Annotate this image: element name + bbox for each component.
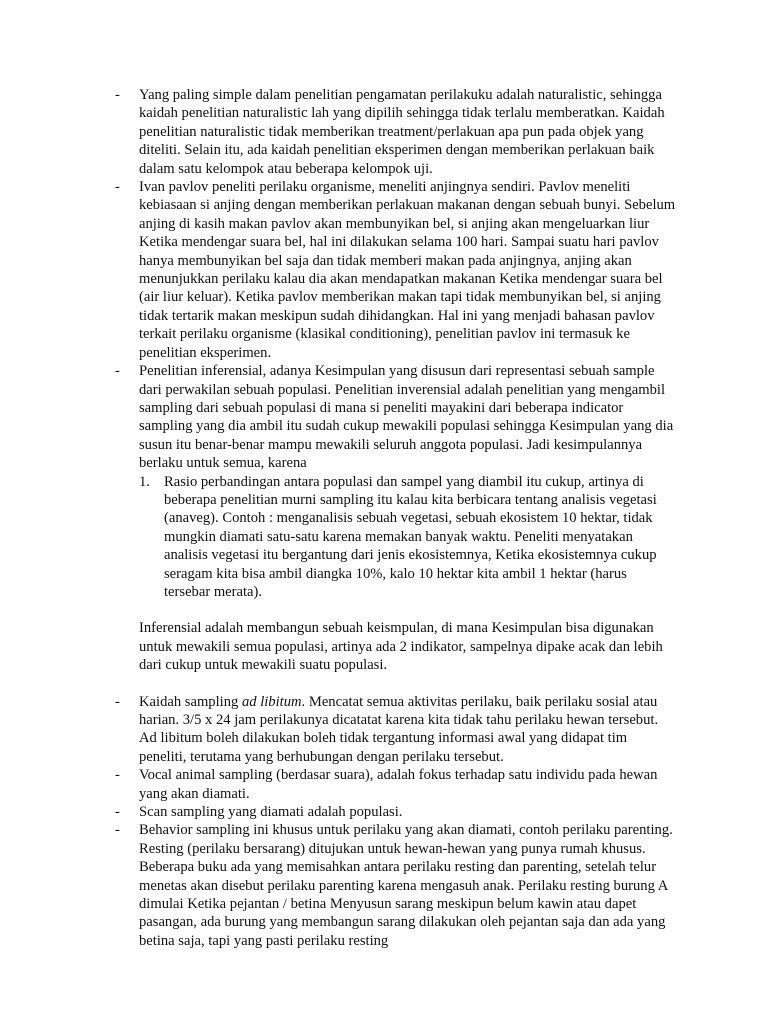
adlib-italic-term: ad libitum <box>241 693 302 710</box>
bullet-naturalistic <box>115 86 676 178</box>
bullet-text: Scan sampling yang diamati adalah populasi. <box>139 804 403 821</box>
bullet-text: Behavior sampling ini khusus untuk perilaku yang akan diamati, contoh perilaku parenting. Resting (perilaku bersarang) ditujukan untuk hewan-hewan yang punya rumah khusus. Beberapa buku ada yang memisahkan antara perilaku resting dan parenting, setelah telur menetas akan disebut perilaku parenting karena mengasuh anak. Perilaku resting burung A dimulai Ketika pejantan / betina Menyusun sarang meskipun belum kawin atau dapet pasangan, ada burung yang membangun sarang dilakukan oleh pejantan saja dan ada yang betina saja, tapi yang pasti perilaku resting <box>139 822 673 949</box>
inferensial-paragraph: Inferensial adalah membangun sebuah keismpulan, di mana Kesimpulan bisa digunakan untuk mewakili semua populasi, artinya ada 2 indikator, sampelnya dipake acak dan lebih dari cukup untuk mewakili suatu populasi. <box>139 620 663 674</box>
bullet-scan-sampling <box>115 803 676 821</box>
adlib-suffix: . Mencatat semua aktivitas perilaku, baik perilaku sosial atau harian. 3/5 x 24 jam perilakunya dicatatat karena kita tidak tahu perilaku hewan tersebut. Ad libitum boleh dilakukan boleh tidak tergantung informasi awal yang didapat tim peneliti, terutama yang berhubungan dengan perilaku tersebut. <box>139 693 659 765</box>
numbered-item-1 <box>139 473 676 602</box>
spacer <box>115 601 676 619</box>
bullet-text <box>139 693 676 767</box>
bullet-vocal-sampling <box>115 766 676 803</box>
bullet-text: Yang paling simple dalam penelitian pengamatan perilakuku adalah naturalistic, sehingga kaidah penelitian naturalistic lah yang dipilih sehingga tidak terlalu memberatkan. Kaidah penelitian naturalistic tidak memberikan treatment/perlakuan apa pun pada objek yang diteliti. Selain itu, ada kaidah penelitian eksperimen dengan memberikan perlakuan baik dalam satu kelompok atau beberapa kelompok uji. <box>139 87 665 177</box>
spacer <box>115 675 676 693</box>
bullet-dash: - <box>115 693 120 710</box>
adlib-prefix: Kaidah sampling <box>139 693 242 710</box>
bullet-inferensial <box>115 362 676 601</box>
bullet-dash: - <box>115 87 120 103</box>
bullet-dash: - <box>115 363 120 380</box>
bullet-text: Vocal animal sampling (berdasar suara), adalah fokus terhadap satu individu pada hewan yang akan diamati. <box>139 767 658 802</box>
bullet-text: Ivan pavlov peneliti perilaku organisme, meneliti anjingnya sendiri. Pavlov meneliti kebiasaan si anjing dengan memberikan perlakuan makanan dengan sebuah bunyi. Sebelum anjing di kasih makan pavlov akan membunyikan bel, si anjing akan mengeluarkan liur Ketika mendengar suara bel, hal ini dilakukan selama 100 hari. Sampai suatu hari pavlov hanya membunyikan bel saja dan tidak memberi makan pada anjingnya, anjing akan menunjukkan perilaku kalau dia akan mendapatkan makanan Ketika mendengar suara bel (air liur keluar). Ketika pavlov memberikan makan tapi tidak membunyikan bel, si anjing tidak tertarik makan meskipun sudah dihidangkan. Hal ini yang menjadi bahasan pavlov terkait perilaku organisme (klasikal conditioning), penelitian pavlov ini termasuk ke penelitian eksperimen. <box>139 179 676 361</box>
bullet-pavlov <box>115 178 676 362</box>
bullet-text: Penelitian inferensial, adanya Kesimpulan yang disusun dari representasi sebuah sample dari perwakilan sebuah populasi. Penelitian inverensial adalah penelitian yang mengambil sampling dari sebuah populasi di mana si peneliti mayakini dari beberapa indicator sampling yang dia ambil itu sudah cukup mewakili populasi sehingga Kesimpulan yang dia susun itu benar-benar mampu mewakili seluruh anggota populasi. Jadi kesimpulannya berlaku untuk semua, karena <box>139 363 674 472</box>
bullet-dash: - <box>115 822 120 839</box>
list-number: 1. <box>139 473 150 490</box>
bullet-ad-libitum <box>115 693 676 767</box>
bullet-dash: - <box>115 804 120 821</box>
bullet-behavior-sampling <box>115 821 676 950</box>
bullet-dash: - <box>115 767 120 784</box>
bullet-dash: - <box>115 179 120 196</box>
numbered-text: Rasio perbandingan antara populasi dan sampel yang diambil itu cukup, artinya di beberapa penelitian murni sampling itu kalau kita berbicara tentang analisis vegetasi (anaveg). Contoh : menganalisis sebuah vegetasi, sebuah ekosistem 10 hektar, tidak mungkin diamati satu-satu karena memakan banyak waktu. Peneliti menyatakan analisis vegetasi itu bergantung dari jenis ekosistemnya, Ketika ekosistemnya cukup seragam kita bisa ambil diangka 10%, kalo 10 hektar kita ambil 1 hektar (harus tersebar merata). <box>164 473 657 600</box>
